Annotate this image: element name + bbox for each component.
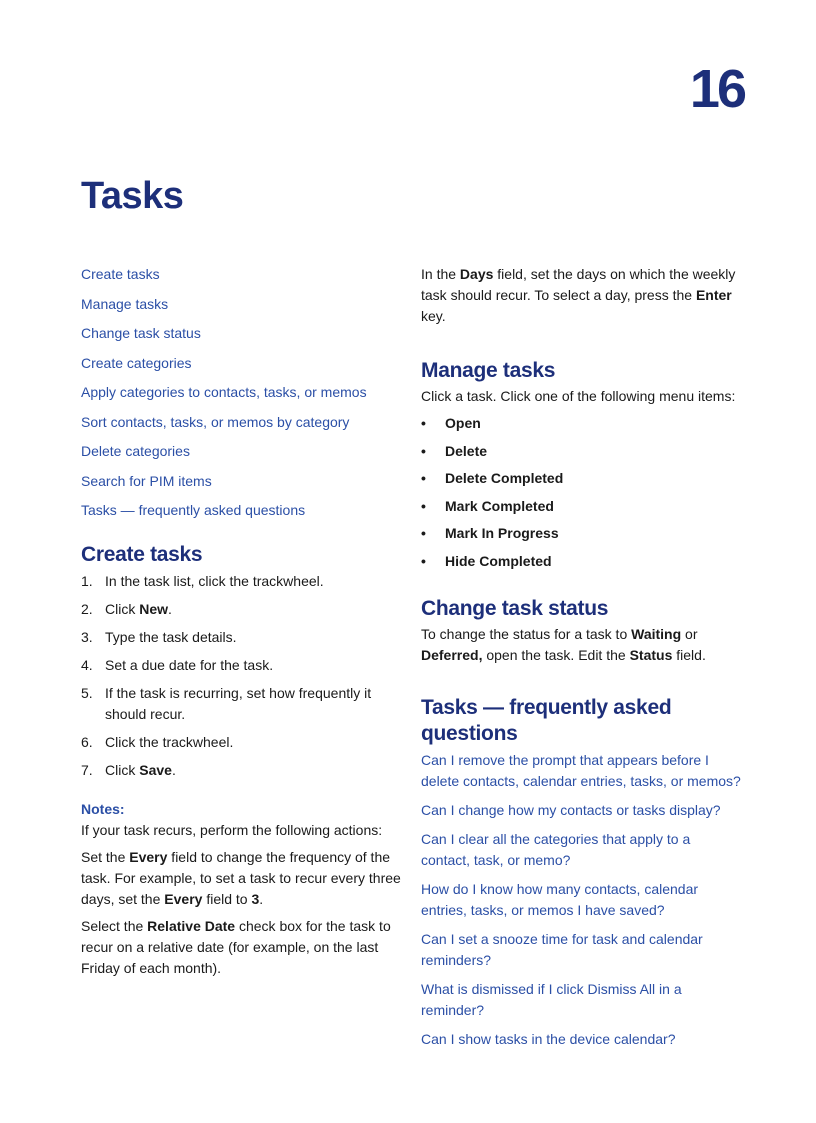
bullet-icon: •	[421, 525, 426, 541]
field-term-relative-date: Relative Date	[147, 918, 236, 934]
menu-item-mark-in-progress: Mark In Progress	[445, 525, 559, 541]
create-tasks-steps	[81, 571, 401, 781]
step-item	[81, 760, 401, 781]
menu-item-hide-completed: Hide Completed	[445, 552, 552, 569]
faq-link[interactable]: Can I set a snooze time for task and calendar reminders?	[421, 930, 703, 968]
step-number: 6.	[81, 734, 93, 750]
step-text: In the task list, click the trackwheel.	[105, 573, 324, 589]
notes-intro: If your task recurs, perform the following actions:	[81, 822, 383, 838]
step-number: 3.	[81, 629, 93, 645]
bullet-icon: •	[421, 415, 426, 431]
manage-tasks-intro: Click a task. Click one of the following menu items:	[421, 388, 736, 404]
note-text: field.	[672, 646, 706, 663]
left-column	[81, 264, 401, 979]
change-status-text	[421, 624, 741, 666]
bullet-icon: •	[421, 470, 426, 486]
step-item	[81, 732, 401, 753]
manage-tasks-heading: Manage tasks	[421, 359, 556, 382]
faq-link[interactable]: Can I remove the prompt that appears before I delete contacts, calendar entries, tasks, or memos?	[421, 751, 741, 789]
menu-term-save: Save	[139, 762, 172, 778]
note-text: field to change the frequency of the task. For example, to set a task to recur every three days, set the	[81, 849, 401, 907]
step-text: If the task is recurring, set how frequently it should recur.	[105, 685, 372, 722]
faq-list	[421, 750, 741, 1050]
bullet-item	[421, 413, 741, 433]
toc-link-search-pim-items[interactable]: Search for PIM items	[81, 472, 212, 489]
faq-link[interactable]: Can I change how my contacts or tasks display?	[421, 801, 721, 818]
step-text: Click	[105, 762, 140, 778]
step-item	[81, 683, 401, 725]
menu-item-open: Open	[445, 415, 481, 431]
note-text: check box for the task to recur on a relative date (for example, on the last Friday of each month).	[81, 918, 391, 976]
page-title: Tasks	[81, 175, 184, 217]
step-text: Click	[105, 601, 140, 617]
toc-link-faq[interactable]: Tasks — frequently asked questions	[81, 502, 306, 518]
step-text: Type the task details.	[105, 629, 237, 645]
toc-link-create-tasks[interactable]: Create tasks	[81, 266, 160, 282]
step-number: 2.	[81, 601, 93, 617]
create-tasks-heading: Create tasks	[81, 543, 203, 566]
note-text: field, set the days on which the weekly task should recur. To select a day, press the	[421, 266, 736, 303]
note-text: Set the	[81, 849, 130, 865]
bullet-icon: •	[421, 552, 426, 569]
toc-link-change-task-status[interactable]: Change task status	[81, 325, 201, 341]
bullet-item	[421, 496, 741, 516]
note-text: Select the	[81, 918, 148, 934]
bullet-item	[421, 468, 741, 488]
step-text: .	[168, 601, 172, 617]
note-text: key.	[421, 308, 446, 324]
toc-link-create-categories[interactable]: Create categories	[81, 354, 192, 371]
key-term-enter: Enter	[695, 287, 732, 303]
faq-link[interactable]: Can I clear all the categories that apply to a contact, task, or memo?	[421, 830, 691, 868]
step-item	[81, 599, 401, 620]
field-term-days: Days	[459, 266, 494, 282]
step-item	[81, 571, 401, 592]
field-value-3: 3	[251, 891, 260, 907]
menu-item-delete-completed: Delete Completed	[445, 470, 564, 486]
note-text: In the	[421, 266, 460, 282]
step-text: Set a due date for the task.	[105, 657, 274, 673]
step-number: 7.	[81, 762, 93, 778]
note-text: field to	[202, 891, 252, 907]
faq-heading: Tasks — frequently asked questions	[421, 695, 672, 745]
days-field-note	[421, 264, 741, 327]
field-term-status: Status	[629, 646, 673, 663]
right-column	[421, 264, 741, 1058]
table-of-contents	[81, 264, 401, 520]
every-field-note	[81, 847, 401, 910]
step-item	[81, 655, 401, 676]
bullet-icon: •	[421, 442, 426, 459]
step-text: Click the trackwheel.	[105, 734, 234, 750]
toc-link-sort-by-category[interactable]: Sort contacts, tasks, or memos by category	[81, 413, 350, 430]
faq-link[interactable]: What is dismissed if I click Dismiss All in a reminder?	[421, 980, 682, 1018]
note-text: To change the status for a task to	[421, 625, 632, 642]
relative-date-note	[81, 916, 401, 979]
status-term-waiting: Waiting	[631, 625, 682, 642]
step-number: 4.	[81, 657, 93, 673]
step-item	[81, 627, 401, 648]
menu-item-delete: Delete	[445, 442, 488, 459]
status-term-deferred: Deferred,	[421, 646, 483, 663]
change-task-status-heading: Change task status	[421, 596, 609, 620]
faq-link[interactable]: Can I show tasks in the device calendar?	[421, 1030, 676, 1047]
toc-link-manage-tasks[interactable]: Manage tasks	[81, 295, 169, 312]
bullet-item	[421, 523, 741, 543]
faq-link[interactable]: How do I know how many contacts, calendar entries, tasks, or memos I have saved?	[421, 880, 699, 918]
step-number: 5.	[81, 685, 93, 701]
bullet-item	[421, 551, 741, 571]
field-term-every: Every	[129, 849, 168, 865]
toc-link-apply-categories[interactable]: Apply categories to contacts, tasks, or memos	[81, 384, 367, 400]
note-text: open the task. Edit the	[482, 646, 630, 663]
field-term-every: Every	[164, 891, 203, 907]
step-number: 1.	[81, 573, 93, 589]
menu-term-new: New	[139, 601, 169, 617]
bullet-icon: •	[421, 497, 426, 514]
step-text: .	[171, 762, 176, 778]
note-text: or	[681, 625, 698, 642]
note-text: .	[259, 891, 264, 907]
menu-item-mark-completed: Mark Completed	[445, 497, 554, 514]
toc-link-delete-categories[interactable]: Delete categories	[81, 443, 190, 459]
notes-label: Notes:	[81, 801, 125, 817]
bullet-item	[421, 441, 741, 461]
manage-tasks-menu-items	[421, 413, 741, 571]
chapter-number: 16	[689, 59, 744, 119]
